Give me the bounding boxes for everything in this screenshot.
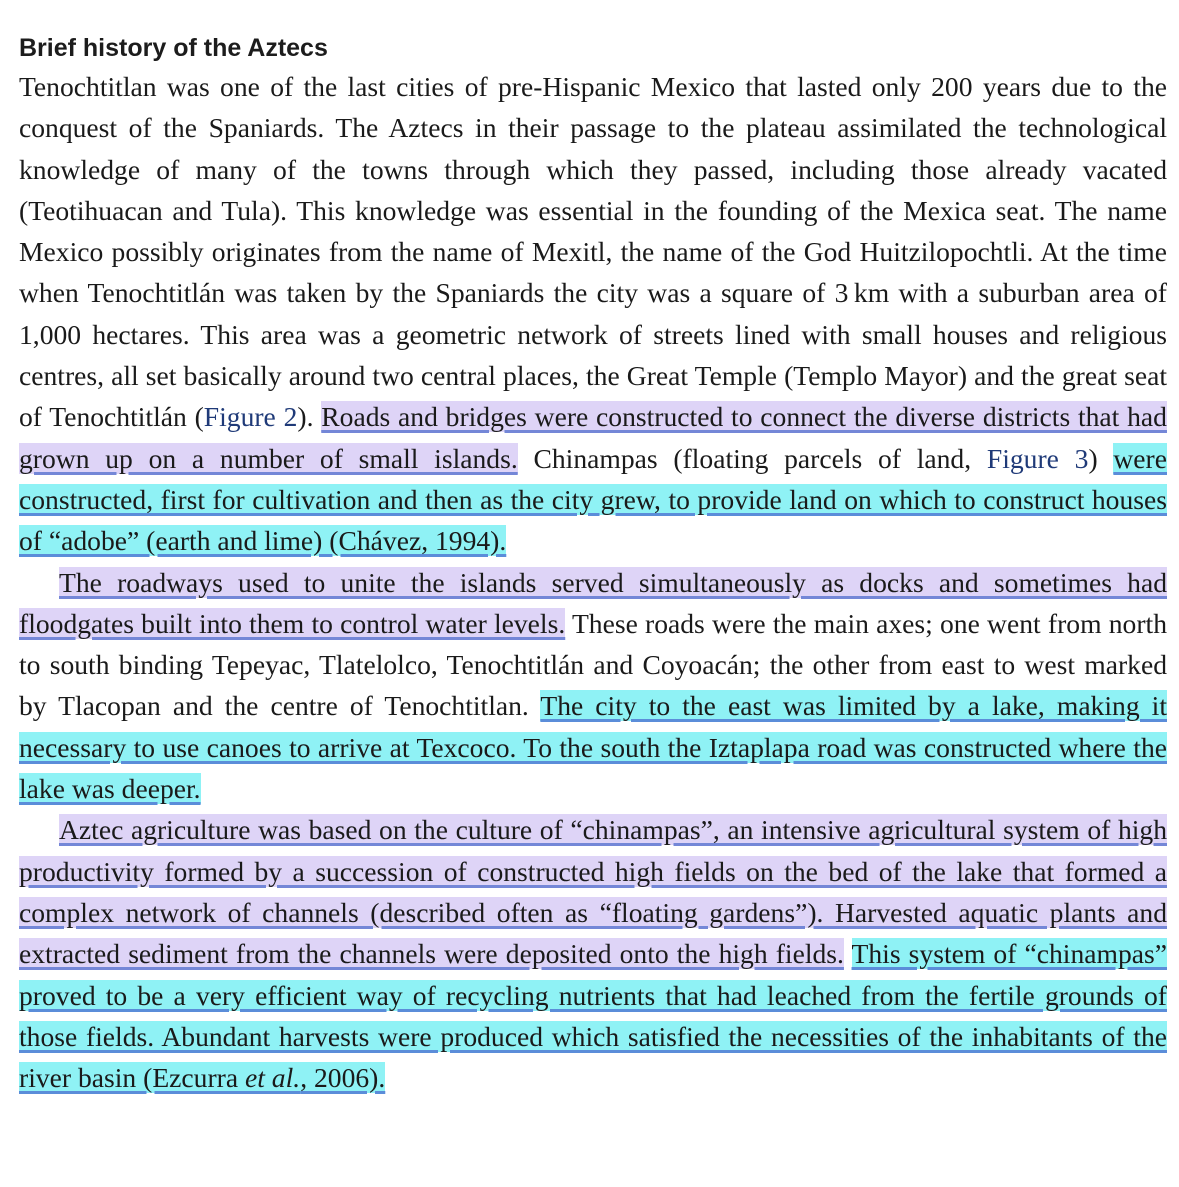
highlight-cyan: This system of “chinampas” proved to be a very efficient way of recycling nutrients that had leached from the fertile grounds of those fields. Abundant harvests were produced which satisfied the necessities of the inhabitants of the river basin (Ezcurra [19,938,1167,1094]
highlight-cyan: , 2006). [300,1062,386,1094]
text-run: ). [297,401,322,433]
paragraph [19,809,1167,1098]
highlight-purple: Aztec agriculture was based on the culture of “chinampas”, an intensive agricultural system of high productivity formed by a succession of constructed high fields on the bed of the lake that formed a complex network of channels (described often as “floating gardens”). Harvested aquatic plants and extracted sediment from the channels were deposited onto the high fields. [19,814,1167,970]
figure-reference[interactable]: Figure 2 [203,401,298,433]
highlight-purple: Roads and bridges were constructed to connect the diverse districts that had grown up on a number of small islands. [19,401,1167,474]
text-run [844,938,852,969]
text-run: These roads were the main axes; one went from north to south binding Tepeyac, Tlatelolco, Tenochtitlán and Coyoacán; the other from east to west marked by Tlacopan and the centre of Tenochtitlan. [19,607,1167,722]
figure-reference[interactable]: Figure 3 [986,442,1089,474]
highlight-cyan: The city to the east was limited by a lake, making it necessary to use canoes to arrive at Texcoco. To the south the Iztaplapa road was constructed where the lake was deeper. [19,690,1167,805]
paragraph [19,66,1167,562]
highlight-cyan: et al. [245,1062,301,1094]
text-run: Chinampas (floating parcels of land, [517,442,987,474]
text-run: ) [1088,442,1114,474]
section-heading: Brief history of the Aztecs [19,34,328,62]
body-text [19,66,1167,1098]
text-run: Tenochtitlan was one of the last cities of pre-Hispanic Mexico that lasted only 200 years due to the conquest of the Spaniards. The Aztecs in their passage to the plateau assimilated the technological knowledge of many of the towns through which they passed, including those already vacated (Teotihuacan and Tula). This knowledge was essential in the founding of the Mexica seat. The name Mexico possibly originates from the name of Mexitl, the name of the God Huitzilopochtli. At the time when Tenochtitlán was taken by the Spaniards the city was a square of 3 km with a suburban area of 1,000 hectares. This area was a geometric network of streets lined with small houses and religious centres, all set basically around two central places, the Great Temple (Templo Mayor) and the great seat of Tenochtitlán ( [19,71,1167,433]
highlight-cyan: were constructed, first for cultivation and then as the city grew, to provide land on which to construct houses of “adobe” (earth and lime) (Chávez, 1994). [19,442,1167,557]
paragraph [19,562,1167,810]
highlight-purple: The roadways used to unite the islands served simultaneously as docks and sometimes had floodgates built into them to control water levels. [19,566,1167,639]
